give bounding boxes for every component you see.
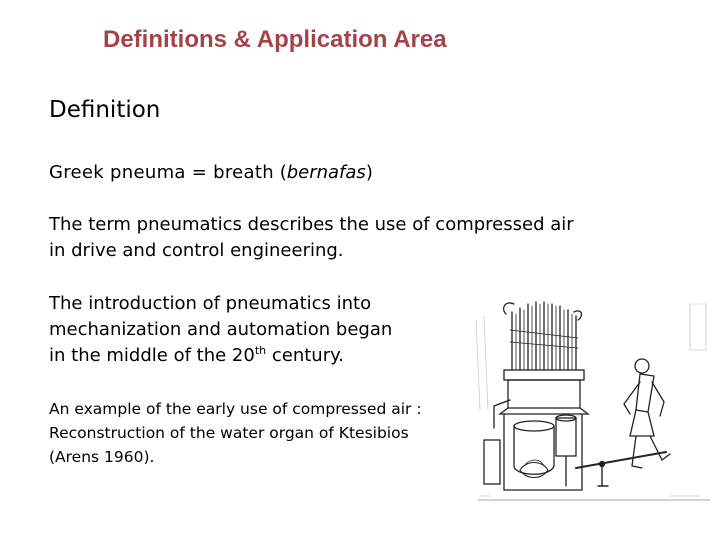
figure-caption	[49, 397, 422, 469]
history-paragraph-line	[49, 343, 392, 369]
history-paragraph	[49, 291, 392, 369]
etymology-translation: bernafas	[286, 162, 366, 183]
etymology-close-paren: )	[365, 162, 373, 183]
ordinal-superscript: th	[254, 344, 267, 357]
slide-title: Definitions & Application Area	[103, 26, 447, 53]
caption-line: An example of the early use of compressed air :	[49, 400, 422, 418]
etymology-open-paren: (	[273, 162, 287, 183]
water-organ-drawing	[470, 290, 715, 505]
definition-paragraph	[49, 212, 574, 264]
section-heading: Definition	[49, 97, 161, 123]
history-paragraph-line: mechanization and automation began	[49, 319, 393, 340]
water-organ-illustration	[470, 290, 715, 505]
caption-line: Reconstruction of the water organ of Ktesibios	[49, 424, 409, 442]
etymology-greek: Greek pneuma = breath	[49, 162, 274, 183]
definition-paragraph-line: in drive and control engineering.	[49, 240, 344, 261]
caption-line: (Arens 1960).	[49, 448, 155, 466]
history-line-text: in the middle of the 20	[49, 345, 255, 366]
history-line-text-end: century.	[266, 345, 344, 366]
definition-paragraph-line: The term pneumatics describes the use of compressed air	[49, 214, 574, 235]
history-paragraph-line: The introduction of pneumatics into	[49, 293, 372, 314]
etymology-line	[49, 162, 373, 183]
